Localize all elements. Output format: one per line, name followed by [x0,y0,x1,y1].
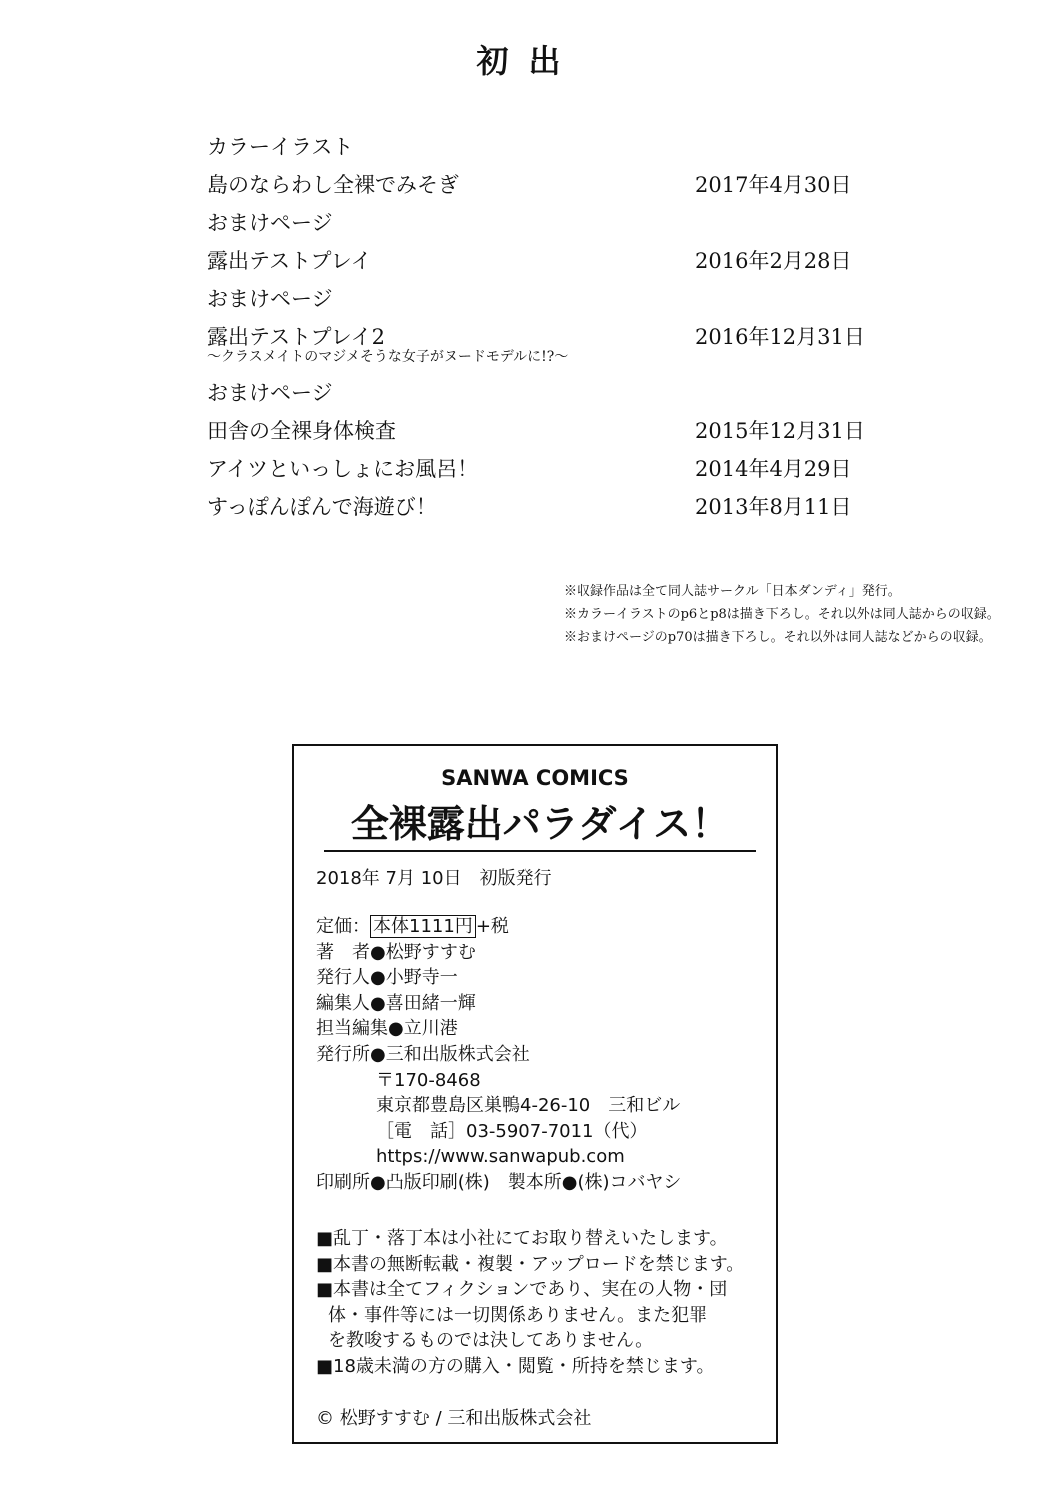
editor-line: 編集人●喜田緒一輝 [316,992,476,1014]
publication-date: 2018年 7月 10日 初版発行 [316,868,552,889]
note-line: ※おまけページのp70は描き下ろし。それ以外は同人誌などからの収録。 [564,630,992,645]
entry-name: すっぽんぽんで海遊び！ [207,495,437,519]
entry-date: 2013年8月11日 [695,495,852,519]
entry-name: 露出テストプレイ2 [207,325,386,349]
legal-notices [316,1226,744,1380]
phone: ［電 話］03-5907-7011（代） [376,1120,648,1142]
series-name: SANWA COMICS [441,766,629,790]
author-line: 著 者●松野すすむ [316,941,476,963]
entry-date: 2015年12月31日 [695,419,865,443]
price-tax: +税 [475,916,509,937]
entry-date: 2016年12月31日 [695,325,865,349]
list-item [207,280,907,318]
entry-name: アイツといっしょにお風呂！ [207,457,479,481]
entry-date: 2016年2月28日 [695,249,852,273]
list-item [207,204,907,242]
list-item [207,450,907,488]
copyright: © 松野すすむ / 三和出版株式会社 [316,1408,592,1429]
entry-name: おまけページ [207,381,333,405]
entry-name: 露出テストプレイ [207,249,372,273]
notice-line: を教唆するものでは決してありません。 [328,1330,654,1352]
entry-name: おまけページ [207,211,333,235]
list-item [207,318,907,374]
publication-info [316,914,681,1196]
list-item [207,412,907,450]
note-line: ※カラーイラストのp6とp8は描き下ろし。それ以外は同人誌からの収録。 [564,607,1000,622]
entry-subtitle: 〜クラスメイトのマジメそうな女子がヌードモデルに!?〜 [207,349,569,365]
notes [564,580,1000,649]
list-item [207,166,907,204]
list-item [207,242,907,280]
list-item [207,488,907,526]
price-line [316,914,681,940]
notice-line: ■乱丁・落丁本は小社にてお取り替えいたします。 [316,1228,728,1249]
first-appearance-list [207,128,907,526]
notice-line: ■18歳未満の方の購入・閲覧・所持を禁じます。 [316,1355,715,1377]
note-line: ※収録作品は全て同人誌サークル「日本ダンディ」発行。 [564,584,901,599]
entry-name: 田舎の全裸身体検査 [207,419,396,443]
entry-name: おまけページ [207,287,333,311]
colophon-box [292,744,778,1444]
price-box: 本体1111円 [370,915,476,938]
address: 東京都豊島区巣鴨4-26-10 三和ビル [376,1095,681,1117]
notice-line: ■本書は全てフィクションであり、実在の人物・団 [316,1279,728,1301]
notice-line: ■本書の無断転載・複製・アップロードを禁じます。 [316,1253,745,1275]
printing-line: 印刷所●凸版印刷(株) 製本所●(株)コバヤシ [316,1171,682,1193]
publisher-person-line: 発行人●小野寺一 [316,967,458,989]
book-title: 全裸露出パラダイス！ [324,798,756,852]
entry-name: 島のならわし全裸でみそぎ [207,173,459,197]
website-url: https://www.sanwapub.com [376,1146,625,1168]
notice-line: 体・事件等には一切関係ありません。また犯罪 [328,1304,708,1326]
entry-date: 2014年4月29日 [695,457,852,481]
postal-code: 〒170-8468 [376,1069,481,1091]
editor-in-charge-line: 担当編集●立川港 [316,1018,458,1040]
entry-date: 2017年4月30日 [695,173,852,197]
entry-name: カラーイラスト [207,135,354,159]
page-heading: 初出 [476,42,581,80]
list-item [207,374,907,412]
price-label: 定価： [316,916,370,937]
list-item [207,128,907,166]
publisher-line: 発行所●三和出版株式会社 [316,1043,530,1065]
